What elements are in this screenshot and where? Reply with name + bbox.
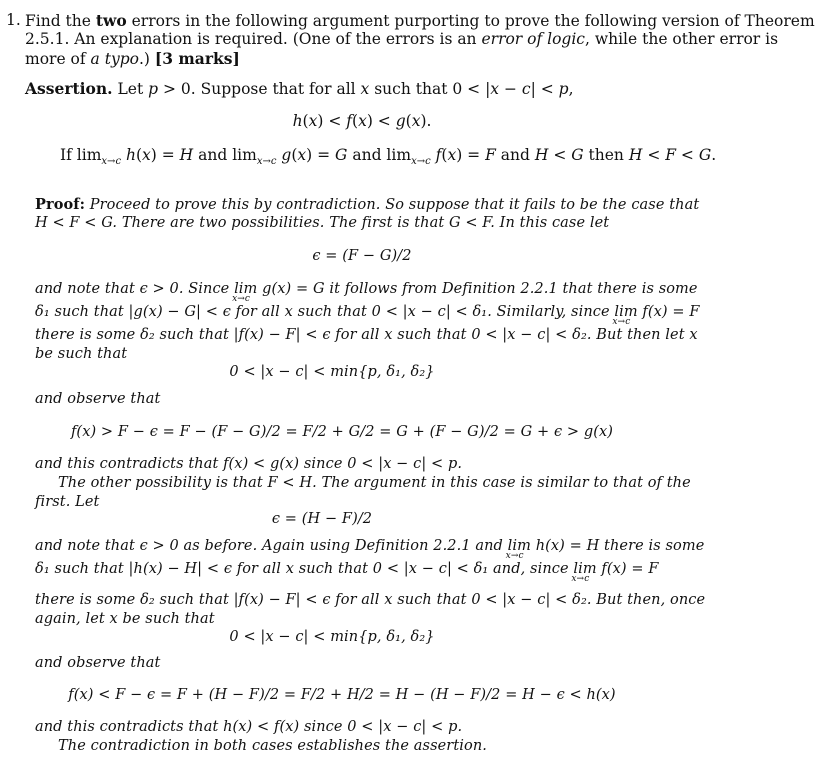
proof-line-5: there is some δ₂ such that |f(x) − F| < ϵ for all x such that 0 < |x − c| < δ₂. But then let x xyxy=(35,327,698,343)
proof-line-14: again, let x be such that xyxy=(35,611,215,627)
problem-number: 1. xyxy=(6,11,21,29)
proof-line-7: and observe that xyxy=(35,391,161,407)
assertion-line-2: If $\lim_{x\to c} h(x) = H$ and $\lim_{x\to c} g(x) = G$ and $\lim_{x\to c} f(x) = F$ and H < G then H < F < G. xyxy=(60,146,717,168)
proof-line-10: first. Let xyxy=(35,494,100,510)
proof-line-12: δ₁ such that |h(x) − H| < ϵ for all x such that 0 < |x − c| < δ₁ and, since lim x→c f(x) = F xyxy=(35,561,659,584)
proof-line-9: The other possibility is that F < H. The argument in this case is similar to that of the xyxy=(58,475,691,491)
proof-line-13: there is some δ₂ such that |f(x) − F| < ϵ for all x such that 0 < |x − c| < δ₂. But then, once xyxy=(35,592,706,608)
proof-line-4: δ₁ such that |g(x) − G| < ϵ for all x such that 0 < |x − c| < δ₁. Similarly, since lim x→c f(x) = F xyxy=(35,304,700,327)
proof-line-3: and note that ϵ > 0. Since lim x→c g(x) = G it follows from Definition 2.2.1 that there is some xyxy=(35,281,698,304)
proof-eq-3: f(x) > F − ϵ = F − (F − G)/2 = F/2 + G/2 = G + (F − G)/2 = G + ϵ > g(x) xyxy=(70,424,614,440)
proof-line-11: and note that ϵ > 0 as before. Again using Definition 2.2.1 and lim x→c h(x) = H there is some xyxy=(35,538,705,561)
proof-line-6: be such that xyxy=(35,346,128,362)
assertion-label: Assertion. xyxy=(25,79,113,98)
proof-label: Proof: xyxy=(35,196,86,213)
proof-eq-4: ϵ = (H − F)/2 xyxy=(271,511,373,527)
proof-line-2: H < F < G. There are two possibilities. The first is that G < F. In this case let xyxy=(35,215,610,231)
proof-line-1: Proof: Proceed to prove this by contradiction. So suppose that it fails to be the case that xyxy=(35,196,700,213)
problem-line-1: Find the two errors in the following argument purporting to prove the following version of Theorem xyxy=(25,11,815,30)
assertion-display: h(x) < f(x) < g(x). xyxy=(292,112,432,130)
proof-line-15: and observe that xyxy=(35,655,161,671)
proof-line-8: and this contradicts that f(x) < g(x) since 0 < |x − c| < p. xyxy=(35,456,463,472)
problem-line-2: 2.5.1. An explanation is required. (One of the errors is an error of logic, while the other error is xyxy=(25,30,779,48)
proof-line-17: The contradiction in both cases establishes the assertion. xyxy=(58,738,487,754)
problem-line-3: more of a typo.) [3 marks] xyxy=(25,49,240,68)
proof-eq-5: 0 < |x − c| < min{p, δ₁, δ₂} xyxy=(229,629,435,645)
proof-eq-1: ϵ = (F − G)/2 xyxy=(312,248,412,264)
proof-eq-2: 0 < |x − c| < min{p, δ₁, δ₂} xyxy=(229,364,435,380)
assertion-line-1: Assertion. Let p > 0. Suppose that for all x such that 0 < |x − c| < p, xyxy=(25,79,574,98)
proof-eq-6: f(x) < F − ϵ = F + (H − F)/2 = F/2 + H/2 = H − (H − F)/2 = H − ϵ < h(x) xyxy=(68,687,616,703)
proof-line-16: and this contradicts that h(x) < f(x) since 0 < |x − c| < p. xyxy=(35,719,463,735)
